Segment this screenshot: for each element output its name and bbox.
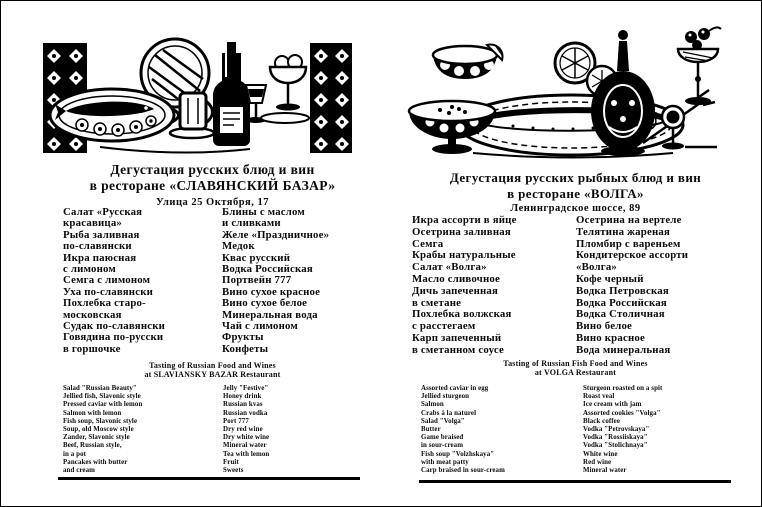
menu-line-en: Soup, old Moscow style bbox=[63, 426, 134, 434]
menu-line: с лимоном bbox=[63, 263, 116, 276]
right-page bbox=[403, 1, 748, 507]
menu-line-en: Butter bbox=[421, 426, 441, 434]
menu-line: с расстегаем bbox=[412, 320, 476, 333]
menu-line: Говядина по-русски bbox=[63, 331, 164, 344]
right-page-title-line1: Дегустация русских рыбных блюд и вин bbox=[449, 170, 702, 185]
menu-line: Похлебка старо- bbox=[63, 297, 146, 310]
left-menu-column-2 bbox=[222, 207, 329, 355]
menu-line: Икра паюсная bbox=[63, 251, 137, 264]
menu-line-en: Russian vodka bbox=[223, 409, 268, 417]
menu-line-en: Sturgeon roasted on a spit bbox=[583, 385, 663, 392]
menu-line-en: and cream bbox=[63, 467, 95, 475]
menu-line: Кофе черный bbox=[576, 272, 644, 285]
menu-line: Квас русский bbox=[222, 251, 291, 264]
menu-line: Вода минеральная bbox=[576, 343, 671, 356]
menu-line: Вино сухое белое bbox=[222, 297, 308, 310]
menu-line: Чай с лимоном bbox=[222, 320, 298, 333]
menu-line: Масло сливочное bbox=[412, 272, 500, 285]
right-english-heading-line2: at VOLGA Restaurant bbox=[534, 368, 617, 377]
menu-line-en: Dry white wine bbox=[223, 434, 270, 442]
left-bottom-rule bbox=[58, 477, 360, 480]
menu-line-en: Beef, Russian style, bbox=[63, 442, 122, 450]
menu-line: Телятина жареная bbox=[576, 225, 671, 238]
menu-line-en: Salmon bbox=[421, 401, 444, 409]
menu-line-en: Salad "Volga" bbox=[421, 417, 465, 425]
folk-ornament-right-icon bbox=[310, 43, 352, 153]
menu-line: «Волга» bbox=[576, 261, 618, 274]
menu-line-en: Game braised bbox=[421, 434, 464, 442]
caviar-bowl-icon bbox=[409, 101, 495, 154]
menu-line: Похлебка волжская bbox=[412, 308, 512, 321]
menu-line: Карп запеченный bbox=[412, 331, 502, 344]
menu-line: Конфеты bbox=[222, 342, 269, 355]
menu-line: Блины с маслом bbox=[222, 206, 305, 218]
menu-line-en: Dry red wine bbox=[223, 426, 263, 434]
menu-line: Рыба заливная bbox=[63, 228, 140, 241]
menu-line: в сметане bbox=[412, 296, 462, 309]
menu-line-en: Port 777 bbox=[223, 417, 249, 425]
menu-line: в горшочке bbox=[63, 342, 121, 355]
menu-line-en: Crabs à la naturel bbox=[421, 409, 477, 417]
fruit-bowl-icon bbox=[433, 44, 503, 79]
right-still-life bbox=[403, 21, 748, 163]
menu-line-en: Jellied sturgeon bbox=[421, 393, 470, 401]
right-english-column-2 bbox=[583, 385, 662, 475]
right-bottom-rule bbox=[419, 480, 731, 483]
menu-line: Осетрина заливная bbox=[412, 225, 511, 238]
goblet-icon bbox=[662, 106, 717, 150]
menu-line-en: with meat patty bbox=[421, 458, 469, 466]
right-page-illustration bbox=[403, 21, 748, 163]
right-english-heading-line1: Tasting of Russian Fish Food and Wines bbox=[503, 359, 648, 368]
menu-line-en: Mineral water bbox=[583, 467, 627, 475]
menu-line: и сливками bbox=[222, 217, 281, 230]
menu-line-en: Vodka "Petrovskaya" bbox=[583, 426, 650, 434]
menu-line: Вино красное bbox=[576, 331, 645, 344]
right-english-column-1 bbox=[421, 385, 505, 475]
menu-line: Икра ассорти в яйце bbox=[412, 214, 517, 226]
menu-line-en: Assorted caviar in egg bbox=[421, 385, 489, 392]
left-page bbox=[40, 1, 385, 507]
menu-line-en: Vodka "Rossiiskaya" bbox=[583, 434, 648, 442]
menu-line-en: Fish soup "Volzhskaya" bbox=[421, 450, 495, 458]
menu-line-en: Ice cream with jam bbox=[583, 401, 642, 409]
menu-line-en: Pressed caviar with lemon bbox=[63, 401, 143, 409]
menu-line-en: Sweets bbox=[223, 467, 244, 475]
menu-line: Водка Петровская bbox=[576, 284, 669, 297]
menu-line-en: Carp braised in sour-cream bbox=[421, 467, 505, 475]
menu-line-en: Mineral water bbox=[223, 442, 267, 450]
menu-line: Фрукты bbox=[222, 331, 264, 344]
menu-line: Вино сухое красное bbox=[222, 285, 321, 298]
left-menu-column-1 bbox=[63, 207, 165, 355]
menu-line: Семга с лимоном bbox=[63, 274, 151, 287]
menu-line: Уха по-славянски bbox=[63, 285, 154, 298]
menu-line: Осетрина на вертеле bbox=[576, 214, 682, 226]
right-menu-column-1 bbox=[412, 215, 517, 357]
menu-line-en: Salad "Russian Beauty" bbox=[63, 385, 137, 392]
menu-line-en: Honey drink bbox=[223, 393, 262, 401]
menu-line: Портвейн 777 bbox=[222, 274, 292, 287]
menu-line: Судак по-славянски bbox=[63, 320, 166, 333]
menu-line: Дичь запеченная bbox=[412, 284, 499, 297]
left-page-title-line1: Дегустация русских блюд и вин bbox=[110, 162, 315, 177]
menu-line: Салат «Волга» bbox=[412, 261, 487, 274]
menu-line: Крабы натуральные bbox=[412, 249, 516, 262]
left-page-illustration bbox=[40, 21, 385, 163]
menu-line: Салат «Русская bbox=[63, 206, 143, 218]
menu-line: красавица» bbox=[63, 217, 123, 230]
menu-line: Семга bbox=[412, 237, 444, 250]
menu-line-en: Fish soup, Slavonic style bbox=[63, 417, 138, 425]
right-page-address: Ленинградское шоссе, 89 bbox=[510, 203, 641, 214]
left-english-column-1 bbox=[63, 385, 142, 475]
menu-line-en: Vodka "Stolichnaya" bbox=[583, 442, 648, 450]
left-still-life bbox=[40, 21, 385, 163]
menu-line-en: in sour-cream bbox=[421, 442, 464, 450]
menu-line: по-славянски bbox=[63, 240, 132, 253]
menu-line: в сметанном соусе bbox=[412, 343, 504, 356]
decanter-icon bbox=[591, 30, 655, 156]
menu-line-en: Jelly "Festive" bbox=[223, 385, 269, 392]
menu-line-en: Russian kvas bbox=[223, 401, 263, 409]
menu-line-en: Jellied fish, Slavonic style bbox=[63, 393, 141, 401]
menu-line: московская bbox=[63, 308, 122, 321]
menu-line: Водка Российская bbox=[222, 263, 313, 276]
menu-line-en: in a pot bbox=[63, 450, 87, 458]
menu-line: Пломбир с вареньем bbox=[576, 237, 681, 250]
menu-line-en: Zander, Slavonic style bbox=[63, 434, 130, 442]
right-menu-column-2 bbox=[576, 215, 688, 357]
left-english-heading-line1: Tasting of Russian Food and Wines bbox=[149, 361, 276, 370]
menu-line: Минеральная вода bbox=[222, 308, 318, 321]
menu-line-en: White wine bbox=[583, 450, 618, 458]
menu-line-en: Pancakes with butter bbox=[63, 458, 128, 466]
menu-line-en: Black coffee bbox=[583, 417, 620, 425]
menu-line-en: Fruit bbox=[223, 458, 239, 466]
menu-line-en: Tea with lemon bbox=[223, 450, 270, 458]
left-page-title-line2: в ресторане «СЛАВЯНСКИЙ БАЗАР» bbox=[89, 178, 336, 193]
menu-line-en: Red wine bbox=[583, 458, 612, 466]
menu-line: Водка Столичная bbox=[576, 308, 665, 321]
left-english-column-2 bbox=[223, 385, 269, 475]
menu-line: Желе «Праздничное» bbox=[222, 228, 330, 241]
right-page-title-line2: в ресторане «ВОЛГА» bbox=[507, 186, 644, 201]
bottle-icon bbox=[213, 42, 250, 146]
menu-line: Кондитерское ассорти bbox=[576, 249, 689, 262]
menu-line-en: Assorted cookies "Volga" bbox=[583, 409, 661, 417]
menu-line-en: Salmon with lemon bbox=[63, 409, 122, 417]
menu-line-en: Roast veal bbox=[583, 393, 615, 401]
fish-platter-icon bbox=[50, 89, 179, 141]
left-page-address: Улица 25 Октября, 17 bbox=[156, 197, 269, 208]
menu-line: Медок bbox=[222, 240, 255, 253]
left-english-heading-line2: at SLAVIANSKY BAZAR Restaurant bbox=[144, 370, 281, 379]
menu-line: Вино белое bbox=[576, 320, 633, 333]
fruit-stand-icon bbox=[678, 27, 721, 105]
menu-line: Водка Российская bbox=[576, 296, 667, 309]
